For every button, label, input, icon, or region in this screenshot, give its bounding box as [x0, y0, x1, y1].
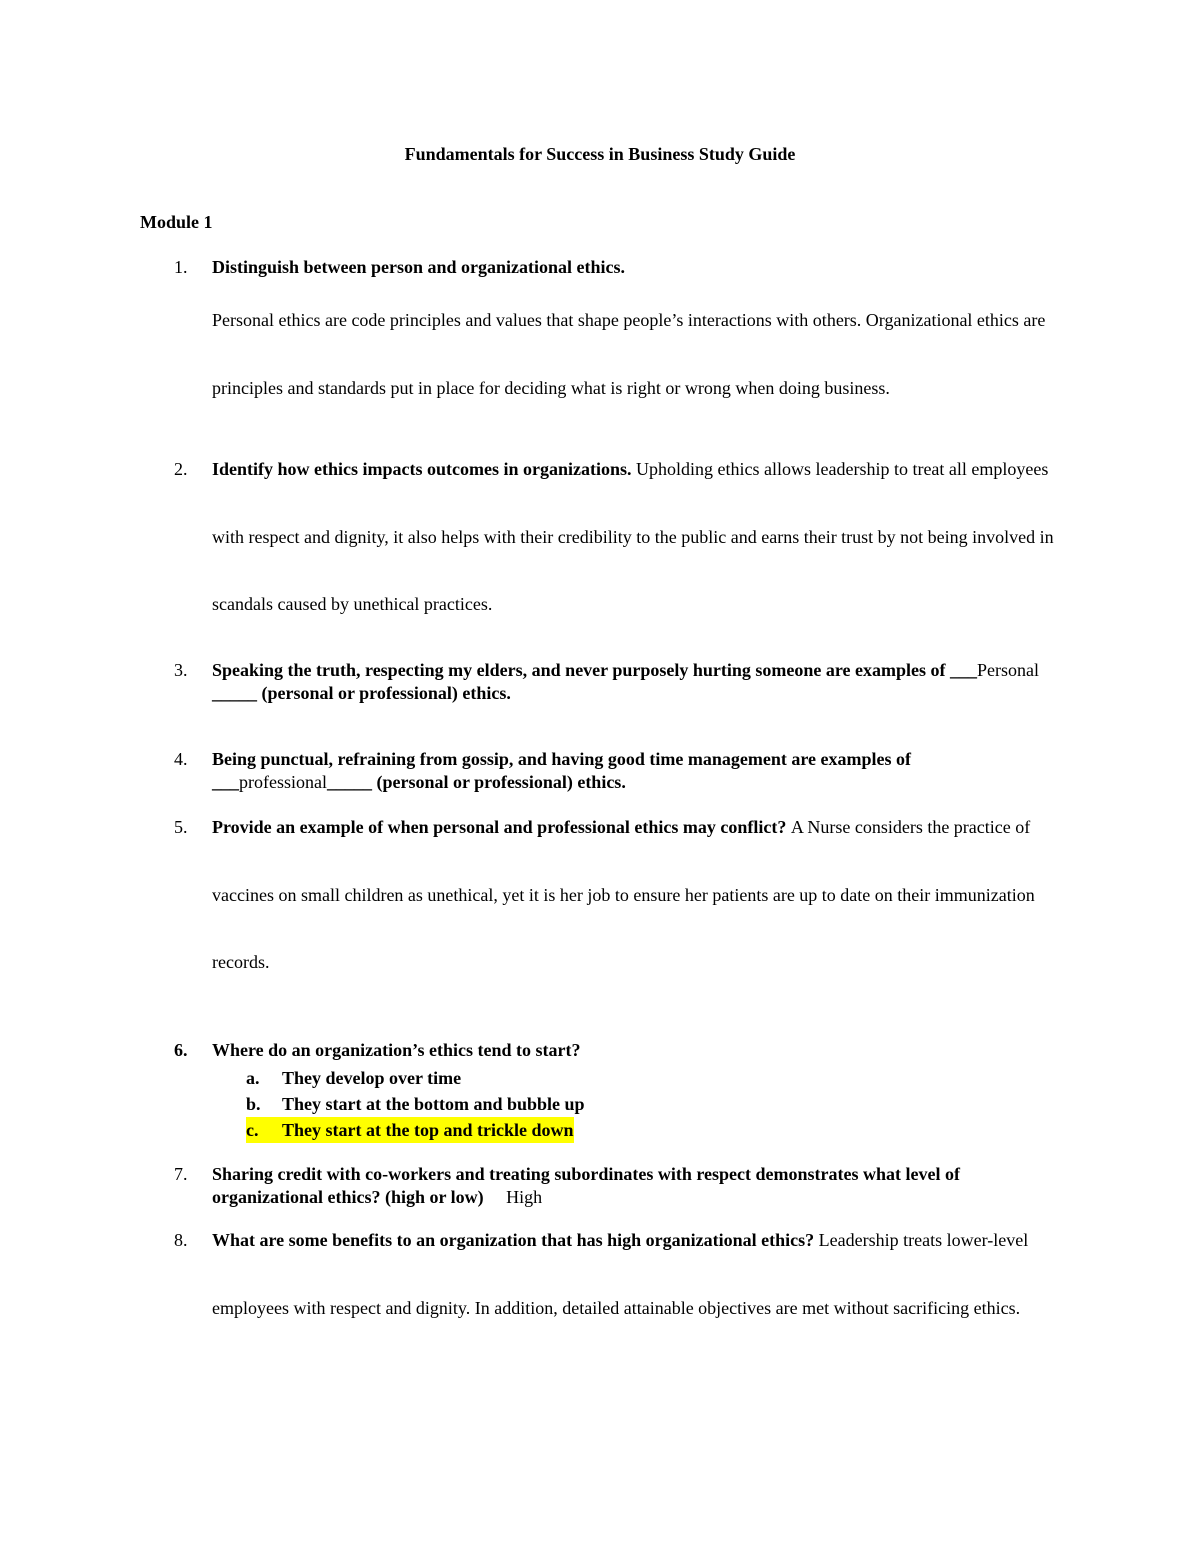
- blank-answer: Personal: [977, 660, 1039, 680]
- answer-text: High: [506, 1187, 543, 1207]
- option-letter: b.: [246, 1094, 261, 1114]
- answer-text: Leadership treats lower-level employees with respect and dignity. In addition, detailed attainable objectives are met without sacrificing ethics.: [212, 1230, 1029, 1318]
- answer-option-a: [246, 1065, 846, 1091]
- question-text: Where do an organization’s ethics tend to start?: [212, 1040, 581, 1060]
- answer-option-c-highlighted: [246, 1117, 846, 1143]
- question-number: 5.: [174, 817, 188, 837]
- question-body: [212, 659, 1060, 705]
- question-body: [212, 748, 1060, 794]
- question-number: 1.: [174, 257, 188, 277]
- question-number: 4.: [174, 749, 188, 769]
- question-number: 2.: [174, 459, 188, 479]
- question-number: 3.: [174, 660, 188, 680]
- question-text: Provide an example of when personal and professional ethics may conflict?: [212, 817, 791, 837]
- option-text: They start at the top and trickle down: [282, 1117, 574, 1143]
- blank-line: ___: [212, 772, 239, 792]
- question-text: What are some benefits to an organization that has high organizational ethics?: [212, 1230, 819, 1250]
- module-heading: Module 1: [140, 212, 213, 232]
- blank-line: _____: [326, 772, 372, 792]
- question-number: 7.: [174, 1164, 188, 1184]
- answer-text: Upholding ethics allows leadership to treat all employees with respect and dignity, it also helps with their credibility to the public and earns their trust by not being involved in scandals caused by unethical practices.: [212, 459, 1054, 614]
- question-number: 6.: [174, 1040, 188, 1060]
- question-text-continued: (personal or professional) ethics.: [257, 683, 511, 703]
- answer-text: Personal ethics are code principles and values that shape people’s interactions with others. Organizational ethics are principles and standards put in place for deciding what is right or wrong when doing business.: [212, 310, 1046, 398]
- answer-options: [246, 1065, 846, 1143]
- answer-option-b: [246, 1091, 846, 1117]
- question-body: [212, 1207, 1060, 1342]
- question-number: 8.: [174, 1230, 188, 1250]
- question-body: [212, 256, 1060, 434]
- document-title: Fundamentals for Success in Business Study Guide: [404, 144, 796, 164]
- blank-line: ___: [950, 660, 977, 680]
- question-text: Identify how ethics impacts outcomes in organizations.: [212, 459, 636, 479]
- option-letter: c.: [246, 1117, 282, 1143]
- question-text-continued: (personal or professional) ethics.: [371, 772, 626, 792]
- blank-line: _____: [212, 683, 257, 703]
- question-text: Distinguish between person and organizational ethics.: [212, 257, 626, 277]
- question-body: [212, 436, 1060, 639]
- option-text: They start at the bottom and bubble up: [282, 1094, 585, 1114]
- question-body: [212, 1163, 1060, 1209]
- blank-answer: professional: [239, 772, 327, 792]
- option-text: They develop over time: [282, 1068, 462, 1088]
- question-body: [212, 794, 1060, 997]
- question-text: Being punctual, refraining from gossip, and having good time management are examples of: [212, 749, 912, 769]
- question-text: Speaking the truth, respecting my elders, and never purposely hurting someone are examples of: [212, 660, 946, 680]
- question-text: Sharing credit with co-workers and treating subordinates with respect demonstrates what level of organizational ethics? (high or low): [212, 1164, 960, 1207]
- question-body: [212, 1039, 1060, 1062]
- answer-text: A Nurse considers the practice of vaccines on small children as unethical, yet it is her job to ensure her patients are up to date on their immunization records.: [212, 817, 1035, 972]
- option-letter: a.: [246, 1068, 260, 1088]
